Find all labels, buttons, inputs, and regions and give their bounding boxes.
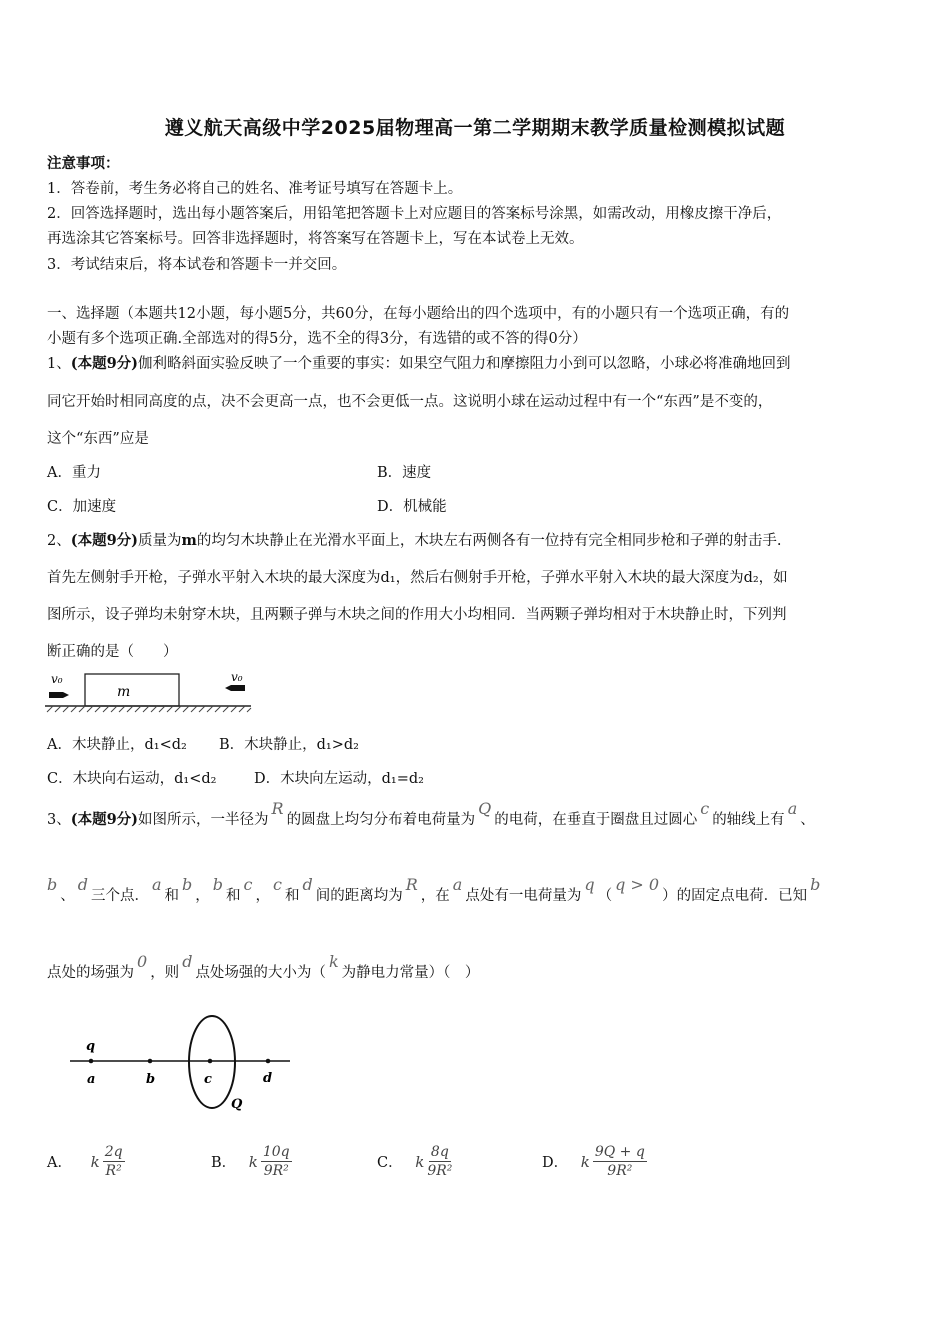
q2-option-d[interactable]: D．木块向左运动，d₁=d₂ [254, 771, 424, 787]
q1-line-2: 同它开始时相同高度的点，决不会更高一点，也不会更低一点。这说明小球在运动过程中有一个“东西”是不变的， [47, 394, 773, 410]
q3-text: 、 [60, 888, 75, 904]
q3-text: 点处场强的大小为（ [195, 965, 326, 981]
block-mass-label: m [117, 684, 131, 700]
var-q: q [584, 875, 595, 894]
option-label: D． [542, 1155, 569, 1171]
q3-text: 、 [800, 812, 815, 828]
q1-line-3: 这个“东西”应是 [47, 431, 149, 447]
q3-text: 和 [164, 888, 180, 904]
q2-line-1 [47, 529, 782, 550]
label-Q: Q [231, 1097, 243, 1112]
var-d: d [77, 875, 88, 894]
var-b: b [182, 875, 193, 894]
q2-line-3: 图所示，设子弹均未射穿木块，且两颗子弹与木块之间的作用大小均相同．当两颗子弹均相对于木块静止时，下列判 [47, 607, 787, 623]
numerator: 10q [262, 1144, 290, 1160]
var-R: R [271, 799, 284, 818]
wood-block [85, 674, 179, 706]
notice-item-2: 2．回答选择题时，选出每小题答案后，用铅笔把答题卡上对应题目的答案标号涂黑，如需改动，用橡皮擦干净后， [47, 206, 782, 222]
var-c: c [273, 875, 282, 894]
fraction [593, 1143, 647, 1180]
q1-option-a[interactable]: A．重力 [47, 465, 101, 481]
numerator: 2q [104, 1144, 123, 1160]
q2-text-1a: 质量为 [138, 533, 182, 549]
var-a: a [787, 799, 798, 818]
q1-option-d[interactable]: D．机械能 [377, 499, 447, 515]
q1-line-1 [47, 352, 791, 373]
label-q: q [86, 1039, 96, 1054]
var-d: d [302, 875, 313, 894]
q2-mass-symbol: m [181, 532, 197, 549]
var-q-condition: q > 0 [615, 875, 660, 894]
notice-item-2-cont: 再选涂其它答案标号。回答非选择题时，将答案写在答题卡上，写在本试卷上无效。 [47, 231, 584, 247]
label-c: c [204, 1072, 212, 1087]
right-velocity-label: v₀ [231, 670, 243, 684]
q2-text-1b: 的均匀木块静止在光滑水平面上，木块左右两侧各有一位持有完全相同步枪和子弹的射击手. [196, 533, 782, 549]
q2-figure [45, 668, 255, 716]
option-label: A． [47, 1155, 72, 1171]
q2-points: (本题9分) [70, 532, 139, 549]
q3-text: 点处有一电荷量为 [465, 888, 582, 904]
point-d-dot [266, 1059, 271, 1064]
denominator: 9R² [607, 1163, 633, 1179]
exam-title: 遵义航天高级中学2025届物理高一第二学期期末教学质量检测模拟试题 [164, 117, 786, 139]
var-c: c [243, 875, 253, 894]
q3-text: ， [195, 888, 210, 904]
q3-text: 的圆盘上均匀分布着电荷量为 [286, 812, 476, 828]
q2-option-a[interactable]: A．木块静止，d₁<d₂ [47, 737, 187, 753]
denominator: R² [105, 1163, 122, 1179]
q3-text: ， [255, 888, 271, 904]
label-d: d [263, 1071, 273, 1086]
q1-option-c[interactable]: C．加速度 [47, 499, 117, 515]
numerator: 8q [430, 1144, 449, 1160]
var-a: a [452, 875, 463, 894]
q3-line-2 [47, 875, 823, 905]
right-bullet-icon [225, 685, 245, 691]
notice-heading: 注意事项： [47, 155, 120, 172]
label-a: a [87, 1072, 96, 1087]
q3-line-1 [47, 799, 815, 829]
q3-text: ，则 [150, 965, 180, 981]
q3-text: ，在 [420, 888, 450, 904]
q3-text: （ [597, 888, 613, 904]
q3-option-b[interactable] [211, 1143, 292, 1180]
q3-text: 和 [284, 888, 300, 904]
notice-item-3: 3．考试结束后，将本试卷和答题卡一并交回。 [47, 257, 347, 273]
left-velocity-label: v₀ [51, 672, 63, 686]
coefficient-k: k [248, 1152, 258, 1171]
q3-text: 为静电力常量）（ ） [341, 965, 480, 981]
q3-text: ）的固定点电荷．已知 [662, 888, 808, 904]
denominator: 9R² [427, 1163, 453, 1179]
var-Q: Q [478, 799, 492, 818]
notice-item-1: 1．答卷前，考生务必将自己的姓名、准考证号填写在答题卡上。 [47, 181, 463, 197]
fraction [427, 1143, 452, 1180]
q1-option-b[interactable]: B．速度 [377, 465, 432, 481]
var-zero: 0 [137, 952, 148, 971]
q2-option-c[interactable]: C．木块向右运动，d₁<d₂ [47, 771, 217, 787]
var-k: k [328, 952, 339, 971]
q3-text: 和 [226, 888, 241, 904]
coefficient-k: k [415, 1152, 425, 1171]
coefficient-k: k [90, 1152, 100, 1171]
var-b: b [810, 875, 821, 894]
denominator: 9R² [263, 1163, 289, 1179]
q3-text: 间的距离均为 [315, 888, 403, 904]
q2-number: 2、 [47, 533, 71, 549]
var-c: c [700, 799, 710, 818]
var-b: b [47, 875, 58, 894]
var-d: d [182, 952, 193, 971]
q3-figure [60, 1010, 300, 1122]
q3-option-c[interactable] [377, 1143, 452, 1180]
section-instructions-1: 一、选择题（本题共12小题，每小题5分，共60分，在每小题给出的四个选项中，有的小题只有一个选项正确，有的 [47, 306, 790, 322]
q3-option-d[interactable] [542, 1143, 647, 1180]
option-label: C． [377, 1155, 403, 1171]
q3-line-3 [47, 952, 480, 982]
fraction [103, 1143, 125, 1180]
q1-text-1: 伽利略斜面实验反映了一个重要的事实：如果空气阻力和摩擦阻力小到可以忽略，小球必将准确地回到 [138, 356, 791, 372]
q3-text: 的轴线上有 [712, 812, 785, 828]
left-bullet-icon [49, 692, 69, 698]
q3-number: 3、 [47, 812, 71, 828]
coefficient-k: k [580, 1152, 590, 1171]
q2-line-2: 首先左侧射手开枪，子弹水平射入木块的最大深度为d₁，然后右侧射手开枪，子弹水平射入木块的最大深度为d₂，如 [47, 570, 788, 586]
q3-text: 如图所示，一半径为 [138, 812, 269, 828]
q3-points: (本题9分) [70, 811, 139, 828]
q3-text: 三个点． [91, 888, 149, 904]
q3-text: 点处的场强为 [47, 965, 134, 981]
q1-points: (本题9分) [70, 355, 139, 372]
q2-option-b[interactable]: B．木块静止，d₁>d₂ [219, 737, 359, 753]
q2-line-4: 断正确的是（ ） [47, 644, 178, 660]
point-b-dot [148, 1059, 153, 1064]
q3-option-a[interactable] [47, 1143, 125, 1180]
q1-number: 1、 [47, 356, 71, 372]
var-R: R [405, 875, 418, 894]
point-a-dot [89, 1059, 94, 1064]
numerator: 9Q + q [594, 1144, 645, 1160]
ground-hatching [47, 706, 251, 712]
section-instructions-2: 小题有多个选项正确.全部选对的得5分，选不全的得3分，有选错的或不答的得0分） [47, 331, 587, 347]
var-b: b [212, 875, 224, 894]
label-b: b [146, 1072, 156, 1087]
option-label: B． [211, 1155, 237, 1171]
var-a: a [152, 875, 162, 894]
point-c-dot [208, 1059, 213, 1064]
fraction [261, 1143, 292, 1180]
q3-text: 的电荷，在垂直于圈盘且过圆心 [494, 812, 698, 828]
